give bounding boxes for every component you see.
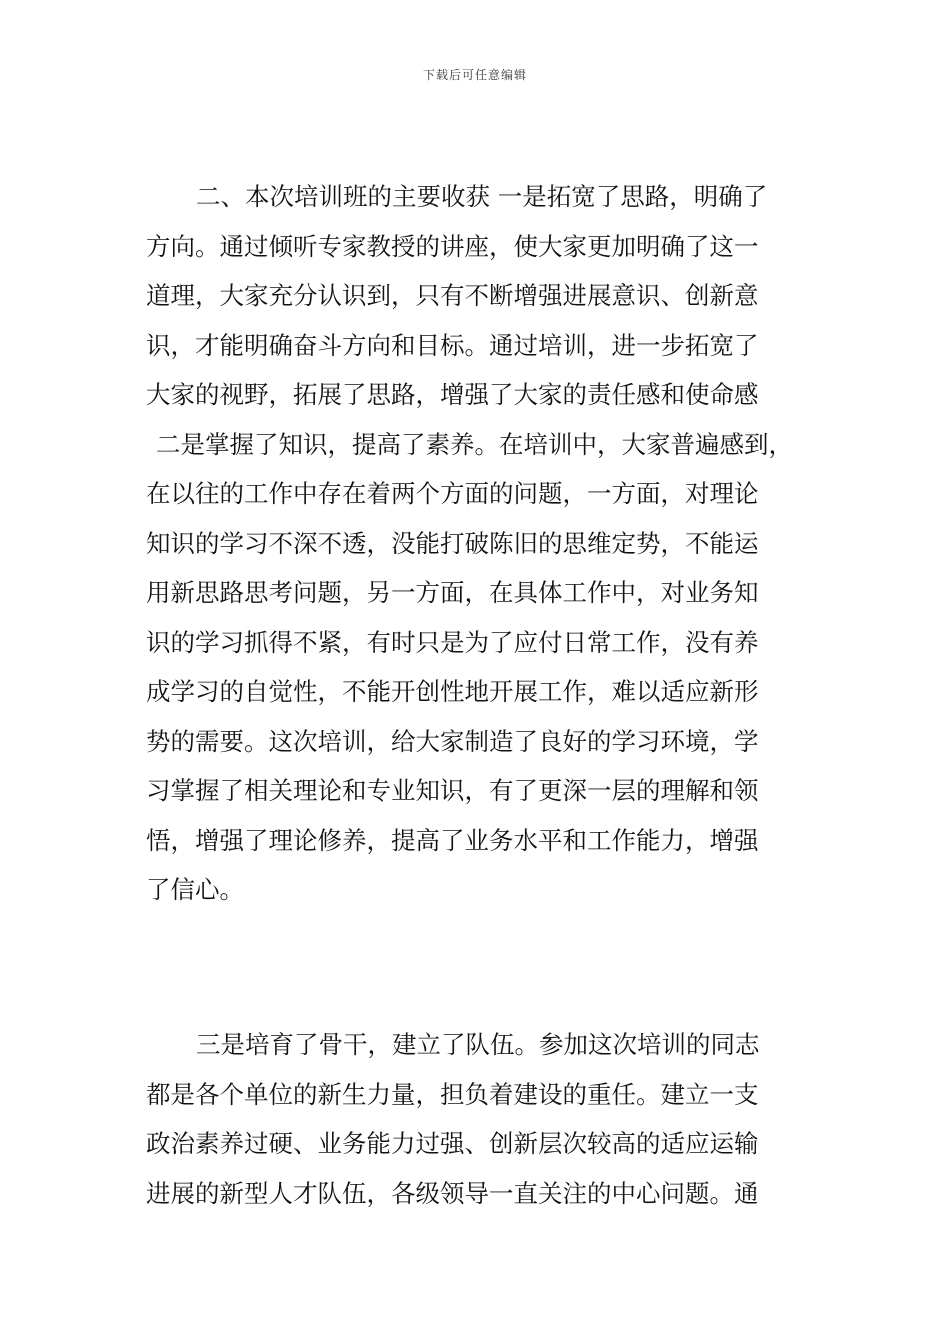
text-line: 政治素养过硬、业务能力过强、创新层次较高的适应运输 xyxy=(146,1129,759,1158)
page-header-note: 下载后可任意编辑 xyxy=(422,68,527,82)
text-line: 进展的新型人才队伍，各级领导一直关注的中心问题。通 xyxy=(146,1178,759,1208)
text-line: 识，才能明确奋斗方向和目标。通过培训，进一步拓宽了 xyxy=(146,330,759,360)
text-line: 知识的学习不深不透，没能打破陈旧的思维定势，不能运 xyxy=(146,528,759,558)
paragraph-harvest xyxy=(146,172,826,915)
text-line: 识的学习抓得不紧，有时只是为了应付日常工作，没有养 xyxy=(146,627,759,657)
text-line: 势的需要。这次培训，给大家制造了良好的学习环境，学 xyxy=(146,726,759,756)
text-line: 悟，增强了理论修养，提高了业务水平和工作能力，增强 xyxy=(146,825,759,855)
text-line: 在以往的工作中存在着两个方面的问题，一方面，对理论 xyxy=(146,479,759,508)
text-line: 用新思路思考问题，另一方面，在具体工作中，对业务知 xyxy=(146,578,759,607)
text-line: 都是各个单位的新生力量，担负着建设的重任。建立一支 xyxy=(146,1079,759,1109)
text-line: 大家的视野，拓展了思路，增强了大家的责任感和使命感 xyxy=(146,380,759,409)
text-line: 了信心。 xyxy=(146,875,244,904)
text-line: 习掌握了相关理论和专业知识，有了更深一层的理解和领 xyxy=(146,776,759,805)
paragraph-backbone xyxy=(146,1020,826,1218)
text-line: 方向。通过倾听专家教授的讲座，使大家更加明确了这一 xyxy=(146,231,759,261)
text-line: 三是培育了骨干，建立了队伍。参加这次培训的同志 xyxy=(196,1030,760,1059)
text-line: 道理，大家充分认识到，只有不断增强进展意识、创新意 xyxy=(146,281,759,310)
text-line: 二、本次培训班的主要收获 一是拓宽了思路，明确了 xyxy=(196,182,768,211)
text-line: 二是掌握了知识，提高了素养。在培训中，大家普遍感到， xyxy=(156,429,793,459)
text-line: 成学习的自觉性，不能开创性地开展工作，难以适应新形 xyxy=(146,677,759,706)
